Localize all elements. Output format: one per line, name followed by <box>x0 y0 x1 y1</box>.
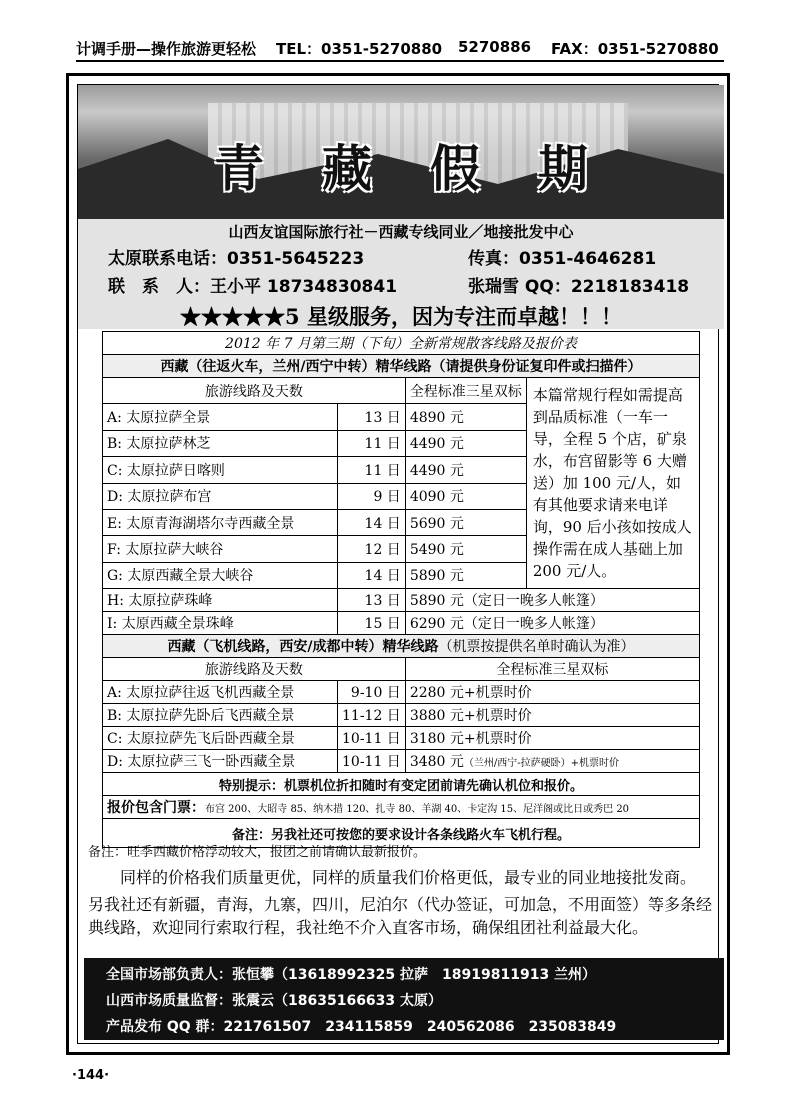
route-name: 太原西藏全景大峡谷 <box>127 568 254 585</box>
top-slogan: 计调手册—操作旅游更轻松 <box>76 40 257 58</box>
route-days: 9-10 日 <box>338 681 406 704</box>
top-bar <box>76 34 724 62</box>
footer-line-2: 山西市场质量监督：张震云（18635166633 太原） <box>106 993 443 1009</box>
page-number: ·144· <box>72 1068 110 1083</box>
table-caption: 2012 年 7 月第三期（下旬）全新常规散客线路及报价表 <box>103 332 700 355</box>
route-extra: （定日一晚多人帐篷） <box>463 593 604 609</box>
top-tel: TEL：0351-5270880 <box>276 40 443 58</box>
service-slogan: ★★★★★5 星级服务，因为专注而卓越！！！ <box>180 304 622 329</box>
section2-title-note: （机票按提供名单时确认为准） <box>438 639 635 655</box>
route-code: B: <box>107 708 123 724</box>
remark-note: 备注：旺季西藏价格浮动较大，报团之前请确认最新报价。 <box>88 845 427 860</box>
route-days: 11 日 <box>338 457 406 483</box>
agency-info <box>78 219 724 329</box>
route-price-note: （兰州/西宁-拉萨硬卧）+机票时价 <box>463 758 620 769</box>
route-code: D: <box>107 489 123 506</box>
route-code: C: <box>107 462 123 479</box>
route-price: 4890 元 <box>405 404 526 430</box>
route-days: 9 日 <box>338 483 406 509</box>
section1-header-route: 旅游线路及天数 <box>103 378 406 404</box>
banner-image <box>78 85 724 219</box>
route-price: 5890 元 <box>409 593 464 609</box>
para-2: 另我社还有新疆，青海，九寨，四川，尼泊尔（代办签证，可加急，不用面签）等多条经典线路，欢迎同行索取行程，我社绝不介入直客市场，确保组团社利益最大化。 <box>88 895 713 937</box>
contact-footer-box <box>84 958 724 1040</box>
route-price: 6290 元 <box>409 616 464 632</box>
para-1: 同样的价格我们质量更优，同样的质量我们价格更低，最专业的同业地接批发商。 <box>120 868 697 887</box>
route-price: 4490 元 <box>405 430 526 456</box>
route-price: 4490 元 <box>405 457 526 483</box>
route-days: 10-11 日 <box>338 727 406 750</box>
price-includes-label: 报价包含门票： <box>107 800 205 816</box>
route-price: 4090 元 <box>405 483 526 509</box>
table-row <box>103 681 700 704</box>
route-name: 太原拉萨先飞后卧西藏全景 <box>126 731 295 747</box>
route-days: 11 日 <box>338 430 406 456</box>
route-code: D: <box>107 754 123 770</box>
route-name: 太原拉萨日喀则 <box>126 462 225 479</box>
route-name: 太原拉萨大峡谷 <box>125 541 224 558</box>
route-days: 11-12 日 <box>338 704 406 727</box>
section1-note: 本篇常规行程如需提高到品质标准（一车一导，全程 5 个店，矿泉水，布宫留影等 6 大赠送）加 100 元/人，如有其他要求请来电详询，90 后小孩如按成人操作需在成人基础上加 200 元/人。 <box>526 378 699 589</box>
price-includes: 布宫 200、大昭寺 85、纳木措 120、扎寺 80、羊湖 40、卡定沟 15、尼洋阁或比日或秀巴 20 <box>205 804 630 815</box>
route-days: 13 日 <box>338 404 406 430</box>
route-code: B: <box>107 436 123 453</box>
route-price: 3880 元+机票时价 <box>405 704 699 727</box>
route-price: 3480 元 <box>409 754 464 770</box>
top-tel2: 5270886 <box>458 38 532 56</box>
route-extra: （定日一晚多人帐篷） <box>463 616 604 632</box>
route-name: 太原拉萨三飞一卧西藏全景 <box>127 754 296 770</box>
section1-header-price: 全程标准三星双标 <box>405 378 526 404</box>
table-row <box>103 589 700 612</box>
route-code: C: <box>107 731 123 747</box>
route-code: A: <box>107 685 122 701</box>
route-code: A: <box>107 410 122 427</box>
route-days: 15 日 <box>338 612 406 635</box>
route-name: 太原拉萨先卧后飞西藏全景 <box>126 708 295 724</box>
route-code: H: <box>107 593 124 609</box>
route-name: 太原拉萨林芝 <box>126 436 211 453</box>
route-name: 太原拉萨往返飞机西藏全景 <box>126 685 295 701</box>
route-price: 2280 元+机票时价 <box>405 681 699 704</box>
route-code: E: <box>107 515 122 532</box>
route-price: 5890 元 <box>405 562 526 588</box>
route-code: I: <box>107 616 118 632</box>
route-days: 14 日 <box>338 509 406 535</box>
section2-header-route: 旅游线路及天数 <box>103 658 406 681</box>
section2-title: 西藏（飞机线路，西安/成都中转）精华线路 <box>167 639 439 655</box>
price-table <box>102 331 700 848</box>
route-name: 太原西藏全景珠峰 <box>121 616 234 632</box>
phone-line: 太原联系电话：0351-5645223 <box>108 249 365 269</box>
contact-line: 联 系 人：王小平 18734830841 <box>108 277 398 297</box>
company-name: 山西友谊国际旅行社－西藏专线同业／地接批发中心 <box>228 223 574 241</box>
table-row <box>103 750 700 773</box>
route-days: 13 日 <box>338 589 406 612</box>
top-fax: FAX：0351-5270880 <box>551 40 719 58</box>
footer-line-1: 全国市场部负责人：张恒攀（13618992325 拉萨 18919811913 兰州） <box>106 967 597 983</box>
route-name: 太原拉萨布宫 <box>127 489 212 506</box>
contact-line-2: 张瑞雪 QQ：2218183418 <box>468 277 690 297</box>
section1-title: 西藏（往返火车，兰州/西宁中转）精华线路（请提供身份证复印件或扫描件） <box>103 355 700 378</box>
route-price: 5690 元 <box>405 509 526 535</box>
route-name: 太原青海湖塔尔寺西藏全景 <box>126 515 295 532</box>
fax-line: 传真：0351-4646281 <box>468 249 657 269</box>
route-code: F: <box>107 541 121 558</box>
footer-line-3: 产品发布 QQ 群：221761507 234115859 240562086 235083849 <box>106 1019 617 1035</box>
route-price: 3180 元+机票时价 <box>405 727 699 750</box>
table-row <box>103 704 700 727</box>
section2-header-price: 全程标准三星双标 <box>405 658 699 681</box>
table-row <box>103 612 700 635</box>
route-code: G: <box>107 568 123 585</box>
route-name: 太原拉萨全景 <box>126 410 211 427</box>
route-price: 5490 元 <box>405 536 526 562</box>
route-days: 10-11 日 <box>338 750 406 773</box>
route-days: 14 日 <box>338 562 406 588</box>
route-name: 太原拉萨珠峰 <box>128 593 213 609</box>
route-days: 12 日 <box>338 536 406 562</box>
table-note: 备注：另我社还可按您的要求设计各条线路火车飞机行程。 <box>103 819 700 848</box>
banner-title: 青藏假期 <box>214 140 646 198</box>
table-row <box>103 727 700 750</box>
special-tip: 特别提示：机票机位折扣随时有变定团前请先确认机位和报价。 <box>103 773 700 796</box>
